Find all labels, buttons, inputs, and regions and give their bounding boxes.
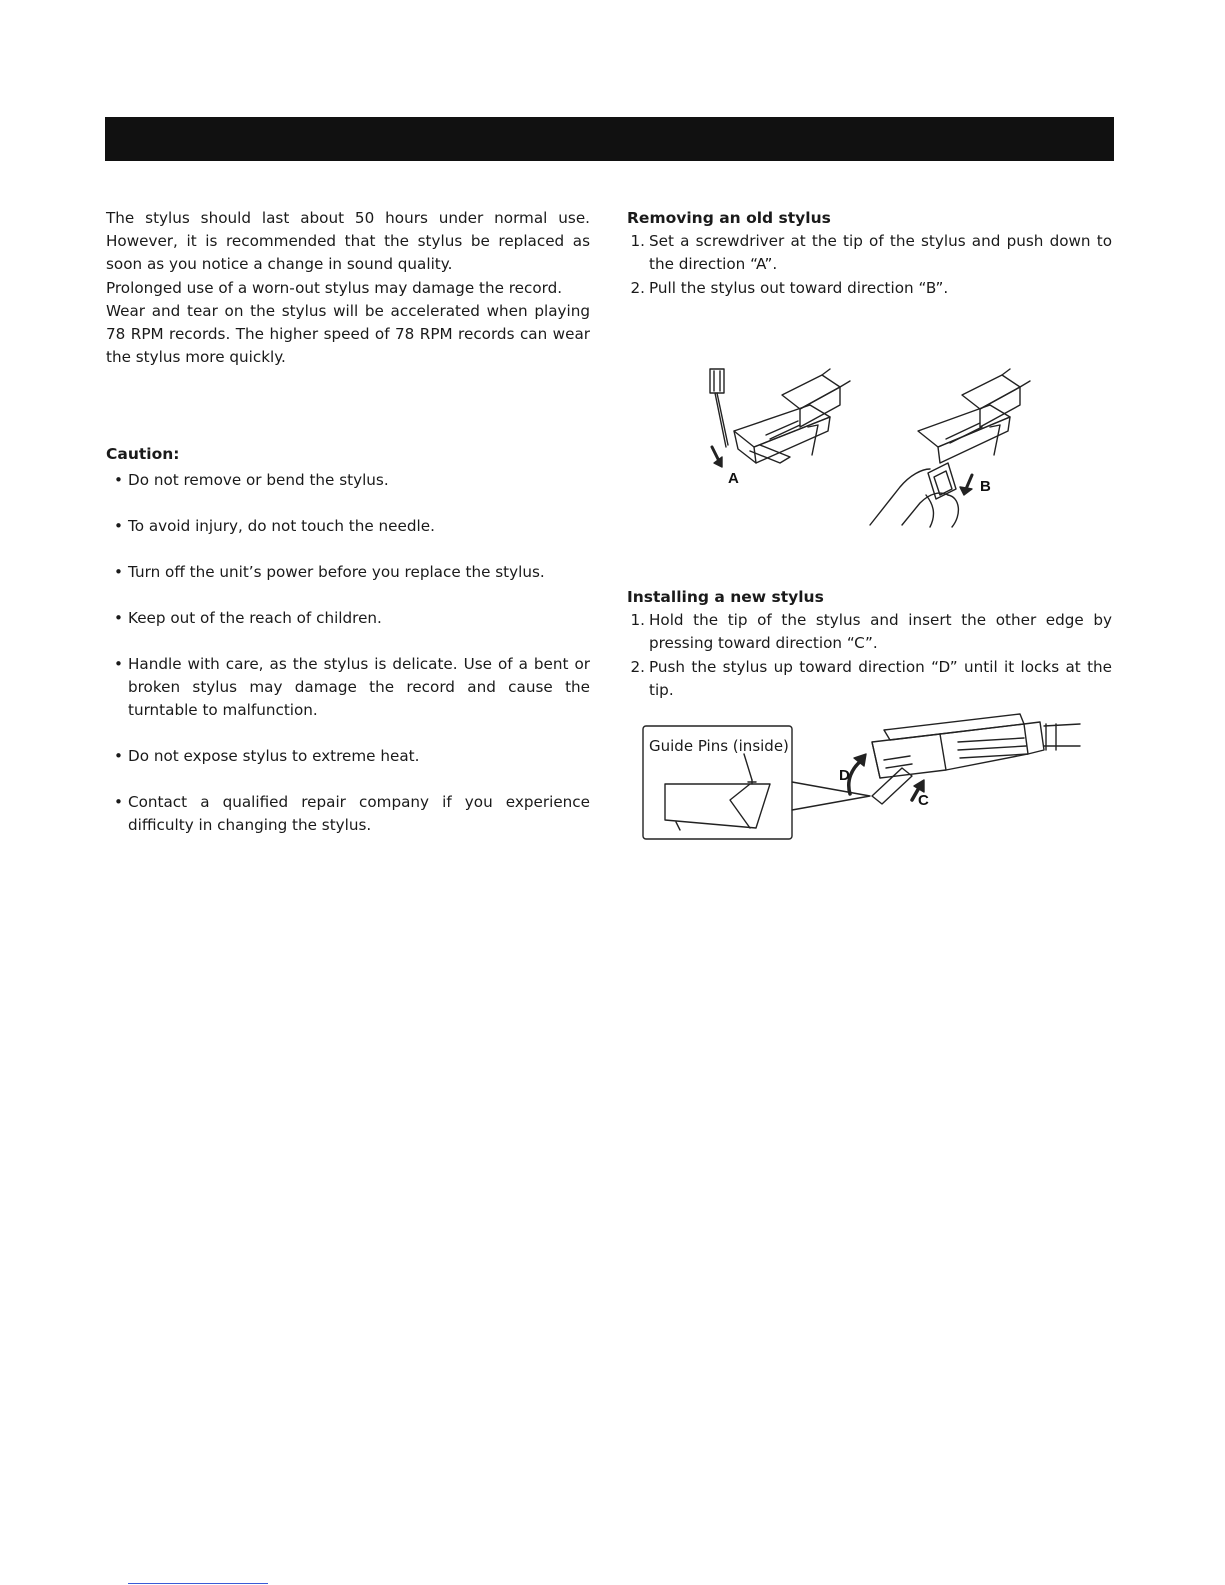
screwdriver-drawing (710, 369, 728, 447)
hand-drawing (870, 469, 958, 527)
installing-steps (627, 609, 1112, 702)
bullet-icon: • (114, 516, 123, 535)
intro-paragraph-3: Wear and tear on the stylus will be accelerated when playing 78 RPM records. The higher speed of 78 RPM records can wear the stylus more quickly. (106, 301, 590, 367)
caution-item: • Contact a qualified repair company if you experience difficulty in changing the stylus. (114, 793, 590, 835)
caution-item: • Keep out of the reach of children. (106, 607, 590, 630)
removing-title: Removing an old stylus (627, 209, 831, 227)
bullet-icon: • (114, 747, 123, 766)
footer-link-underline (128, 1583, 268, 1584)
caution-item: • Do not expose stylus to extreme heat. (106, 745, 590, 768)
bullet-icon: • (114, 562, 123, 581)
caution-item: • To avoid injury, do not touch the needle. (106, 515, 590, 538)
caution-title: Caution: (106, 445, 180, 464)
label-a: A (728, 470, 739, 487)
stylus-removal-illustration (690, 365, 1050, 535)
bullet-icon: • (114, 654, 123, 673)
caution-item: • Handle with care, as the stylus is delicate. Use of a bent or broken stylus may damage the record and cause the turntable to malfunction. (114, 654, 590, 720)
step-item: 1. Set a screwdriver at the tip of the stylus and push down to the direction “A”. (630, 232, 1112, 274)
left-column (106, 207, 590, 860)
step-item: 2. Pull the stylus out toward direction “B”. (630, 278, 949, 297)
installing-section (627, 586, 1112, 702)
intro-paragraph-1: The stylus should last about 50 hours under normal use. However, it is recommended that the stylus be replaced as soon as you notice a change in sound quality. (106, 209, 590, 274)
label-b: B (980, 478, 991, 495)
removing-steps (627, 230, 1112, 300)
step-item: 2. Push the stylus up toward direction “D” until it locks at the tip. (630, 657, 1112, 699)
stylus-install-illustration (640, 710, 1090, 845)
step-item: 1. Hold the tip of the stylus and insert the other edge by pressing toward direction “C”. (630, 611, 1112, 653)
cartridge-left-drawing (734, 369, 850, 463)
cartridge-right-drawing (918, 369, 1030, 499)
removing-section (627, 207, 1112, 300)
section-header-bar (105, 117, 1114, 161)
caution-list (106, 469, 590, 838)
installing-title: Installing a new stylus (627, 588, 824, 606)
label-c: C (918, 792, 929, 809)
caution-item: • Turn off the unit’s power before you replace the stylus. (106, 561, 590, 584)
guide-pins-label: Guide Pins (inside) (649, 737, 789, 755)
bullet-icon: • (114, 608, 123, 627)
intro-paragraph-2: Prolonged use of a worn-out stylus may damage the record. (106, 278, 563, 297)
label-d: D (839, 767, 850, 784)
bullet-icon: • (114, 793, 123, 812)
bullet-icon: • (114, 470, 123, 489)
caution-item: • Do not remove or bend the stylus. (106, 469, 590, 492)
